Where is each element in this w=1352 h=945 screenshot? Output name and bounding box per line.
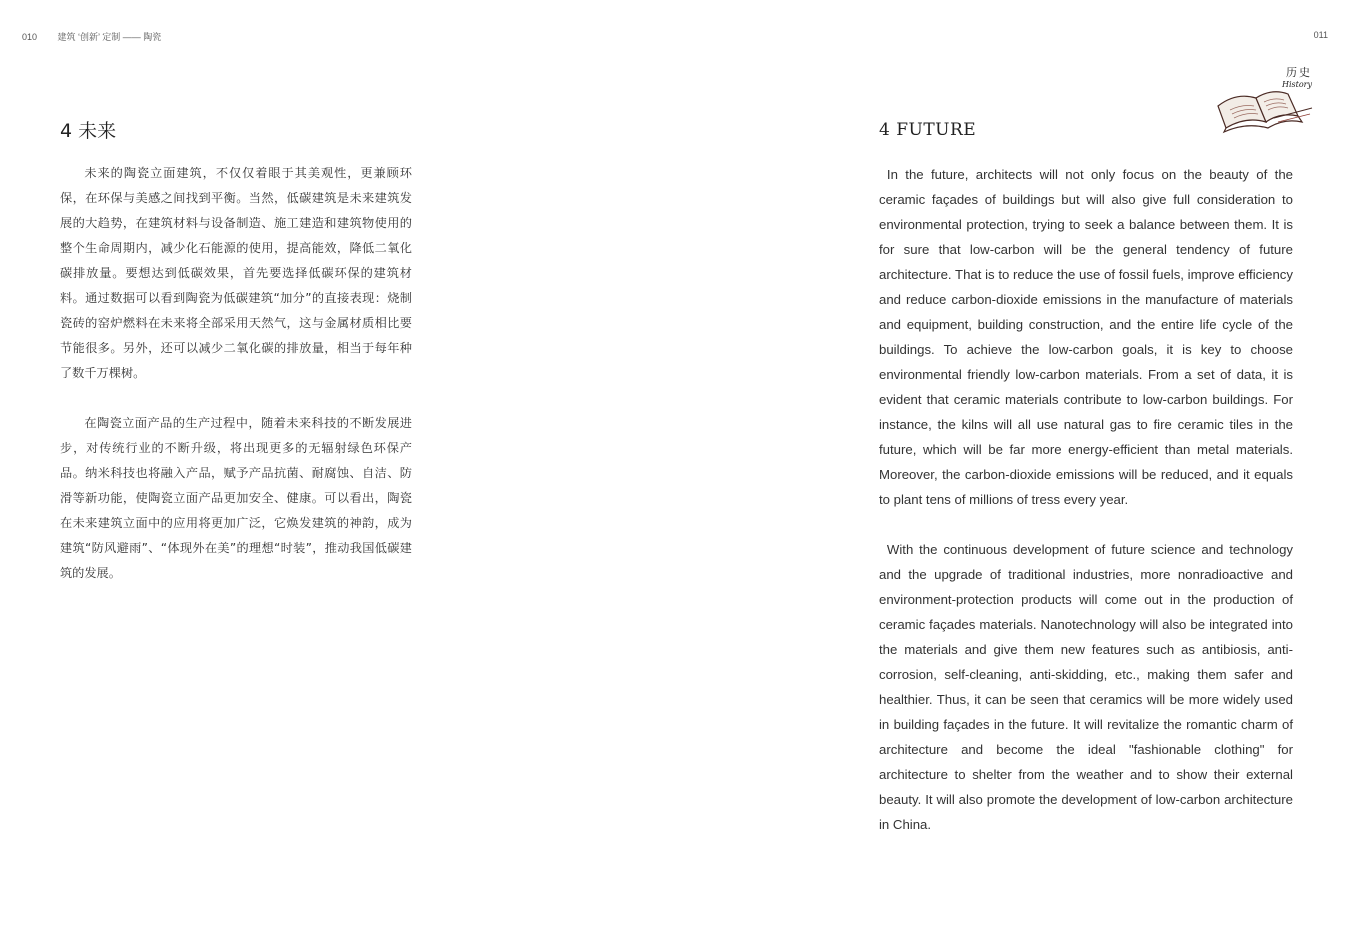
english-paragraph: With the continuous development of future science and technology and the upgrade of traditional industries, more nonradioactive and environment-protection products will come out in the production of ceramic façades materials. Nanotechnology will also be integrated into the materials and give them new features such as antibiosis, anti-corrosion, self-cleaning, anti-skidding, etc., making them safer and healthier. Thus, it can be seen that ceramics will be more widely used in building façades in the future. It will revitalize the romantic charm of architecture and become the ideal "fashionable clothing" for architecture to shelter from the weather and to show their external beauty. It will also promote the development of low-carbon architecture in China. xyxy=(879,542,1293,832)
chinese-paragraph: 未来的陶瓷立面建筑，不仅仅着眼于其美观性，更兼顾环保，在环保与美感之间找到平衡。当然，低碳建筑是未来建筑发展的大趋势，在建筑材料与设备制造、施工建造和建筑物使用的整个生命周期内，减少化石能源的使用，提高能效，降低二氧化碳排放量。要想达到低碳效果，首先要选择低碳环保的建筑材料。通过数据可以看到陶瓷为低碳建筑“加分”的直接表现：烧制瓷砖的窑炉燃料在未来将全部采用天然气，这与金属材质相比要节能很多。另外，还可以减少二氧化碳的排放量，相当于每年种了数千万棵树。 xyxy=(60,166,412,380)
chinese-paragraph: 在陶瓷立面产品的生产过程中，随着未来科技的不断发展进步，对传统行业的不断升级，将出现更多的无辐射绿色环保产品。纳米科技也将融入产品，赋予产品抗菌、耐腐蚀、自洁、防滑等新功能，使陶瓷立面产品更加安全、健康。可以看出，陶瓷在未来建筑立面中的应用将更加广泛，它焕发建筑的神韵，成为建筑“防风避雨”、“体现外在美”的理想“时装”，推动我国低碳建筑的发展。 xyxy=(60,416,412,580)
right-page-header xyxy=(1314,30,1328,40)
history-emblem xyxy=(1214,64,1318,136)
emblem-label-en: History xyxy=(1282,80,1313,89)
chinese-section-title: 4 未来 xyxy=(60,120,117,142)
running-title: 建筑 ‘创新’ 定制 —— 陶瓷 xyxy=(57,32,162,42)
left-page-header xyxy=(22,30,161,43)
right-page-number: 011 xyxy=(1313,30,1328,40)
english-body xyxy=(879,162,1293,862)
english-paragraph: In the future, architects will not only focus on the beauty of the ceramic façades of buildings but will also give full consideration to environmental protection, trying to seek a balance between them. It is for sure that low-carbon will be the general tendency of future architecture. That is to reduce the use of fossil fuels, improve efficiency and reduce carbon-dioxide emissions in the manufacture of materials and equipment, building construction, and the entire life cycle of the buildings. To achieve the low-carbon goals, it is key to choose environmental friendly low-carbon materials. From a set of data, it is evident that ceramic materials contribute to low-carbon buildings. For instance, the kilns will all use natural gas to fire ceramic tiles in the future, which will be far more energy-efficient than metal materials. Moreover, the carbon-dioxide emissions will be reduced, and it equals to plant tens of millions of tress every year. xyxy=(879,167,1293,507)
emblem-label-zh: 历史 xyxy=(1286,66,1312,79)
english-section-title: 4 FUTURE xyxy=(879,120,977,140)
chinese-body xyxy=(60,161,412,611)
open-book-icon xyxy=(1214,78,1314,136)
left-page-number: 010 xyxy=(22,32,38,42)
